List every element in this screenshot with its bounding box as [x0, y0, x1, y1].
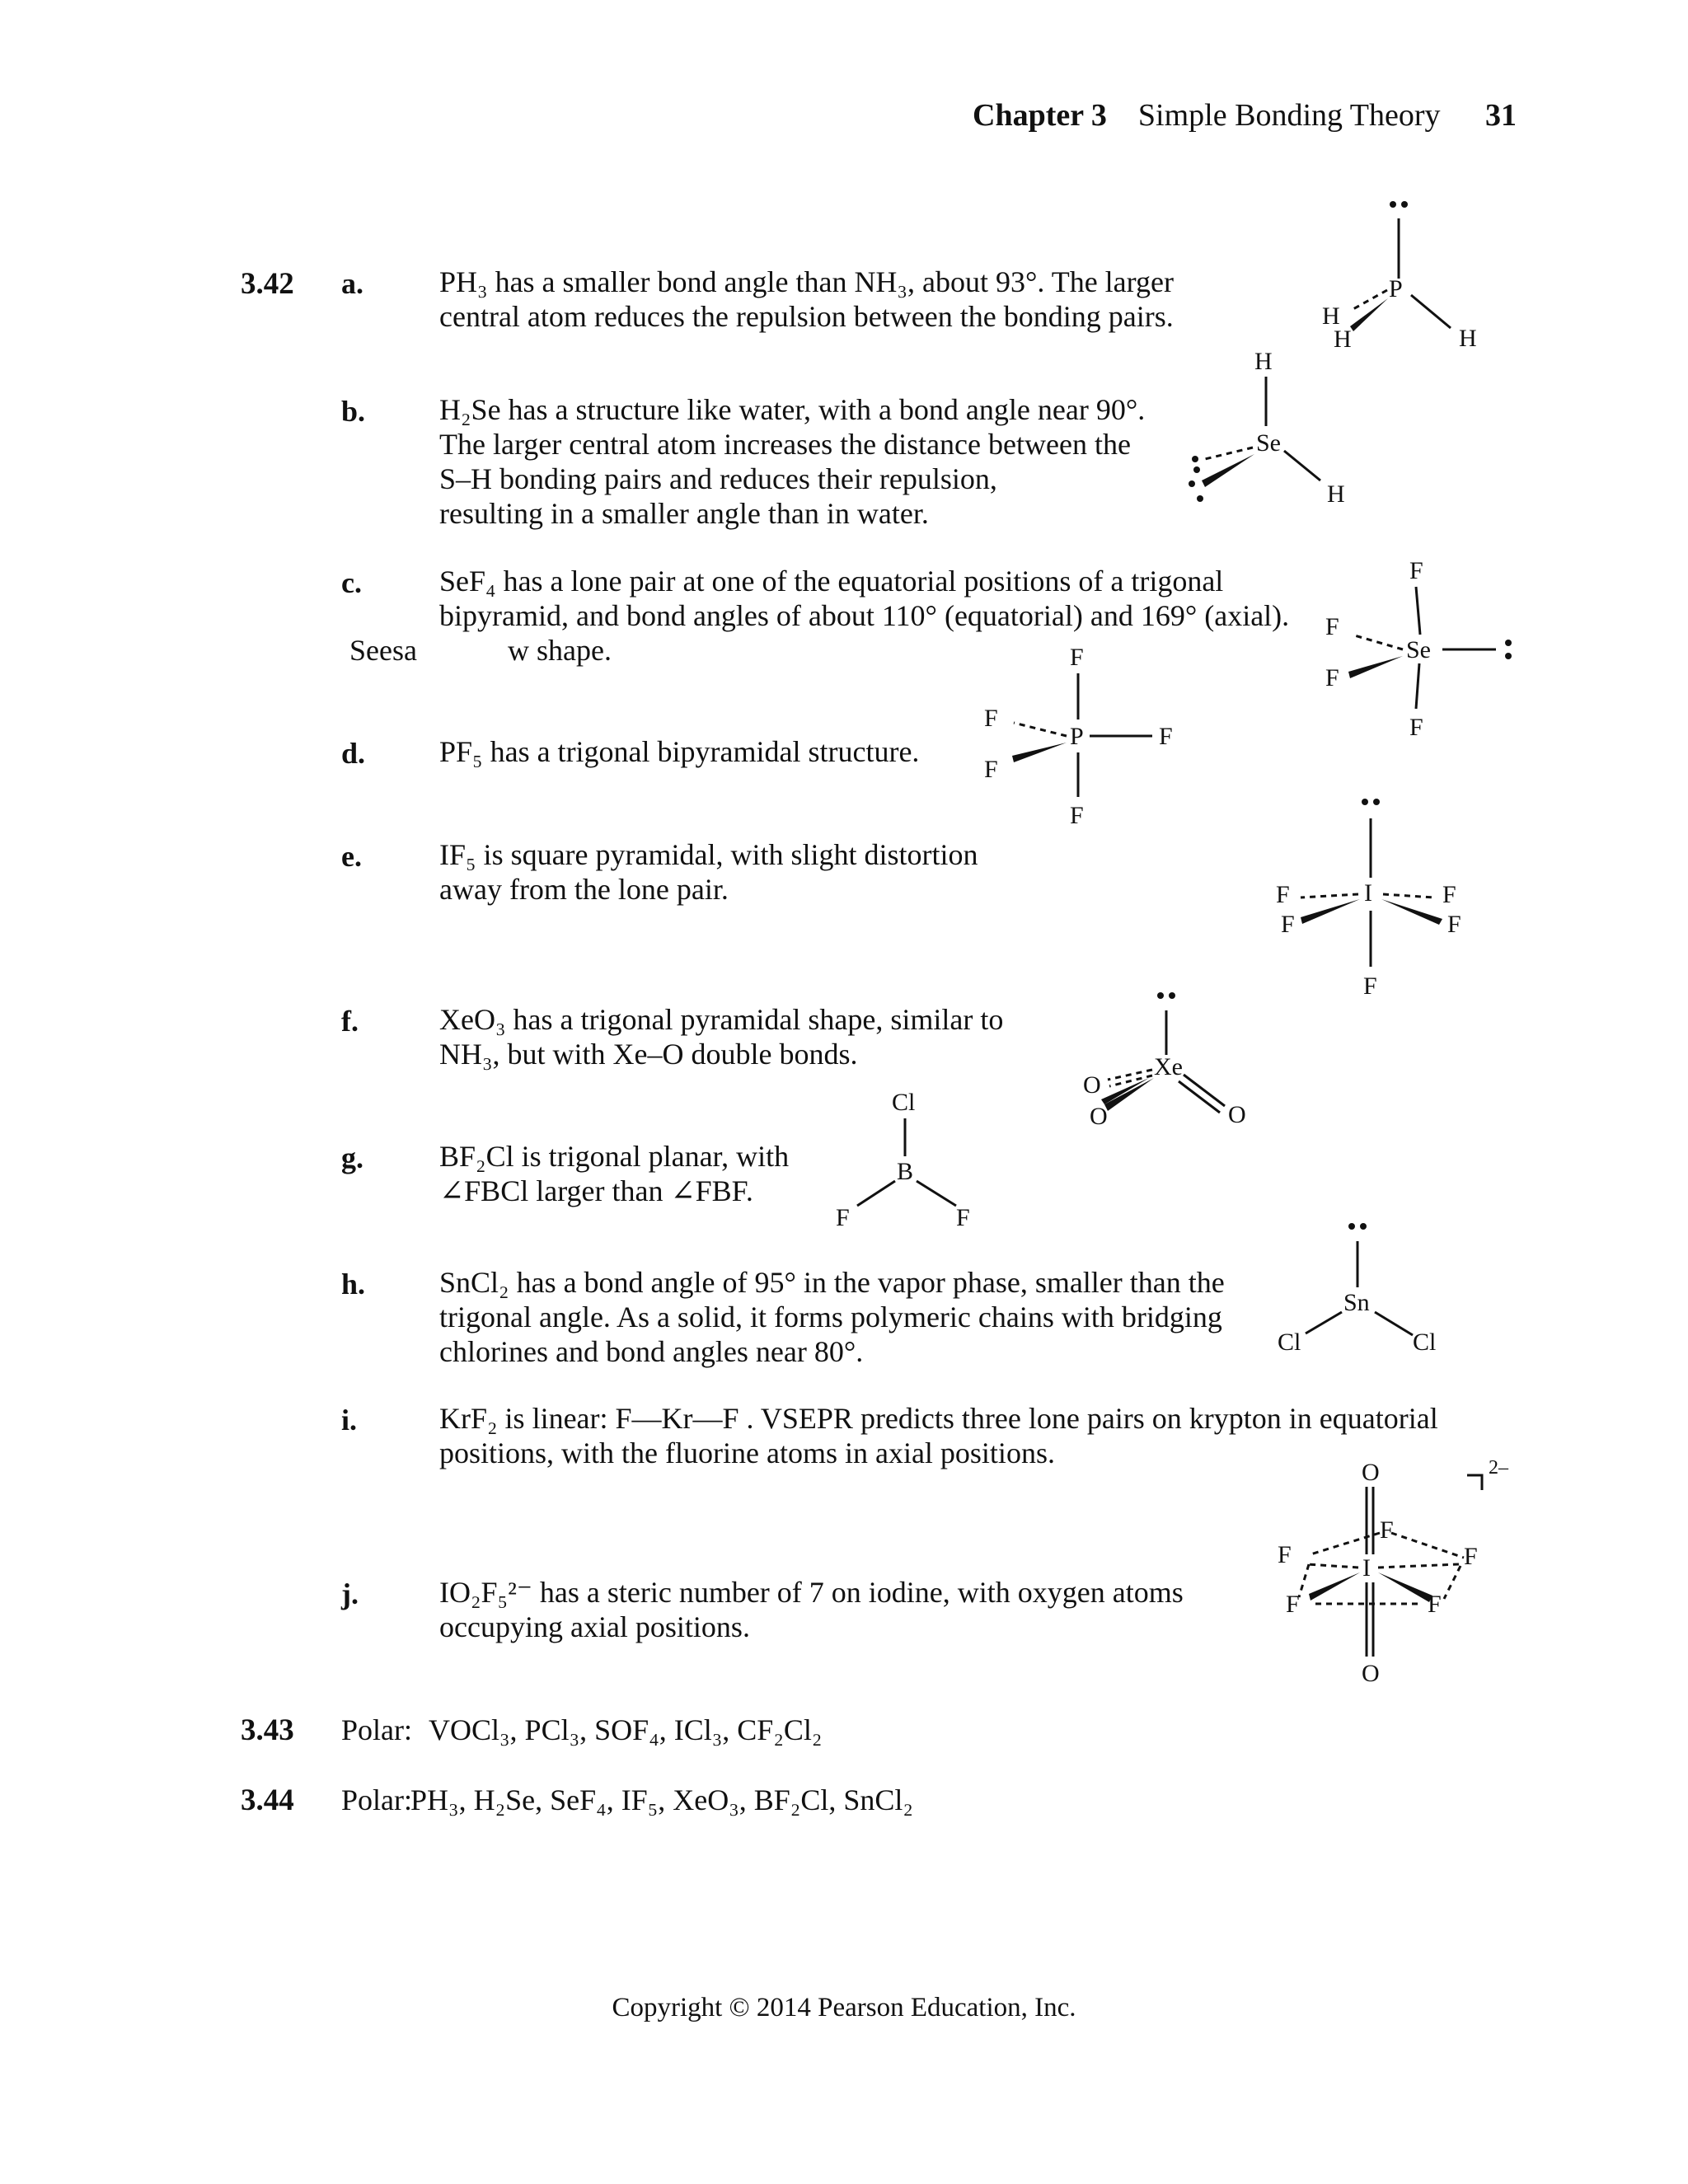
io2f5-center: I — [1362, 1554, 1371, 1582]
sef4-f1: F — [1409, 557, 1423, 584]
if5-f2: F — [1442, 881, 1456, 908]
part-letter-g: g. — [341, 1141, 363, 1174]
h2se-structure — [1170, 342, 1368, 507]
ph3-center: P — [1389, 275, 1403, 302]
problem-3-43-label: Polar: — [341, 1713, 412, 1746]
if5-f3: F — [1281, 911, 1295, 938]
copyright-footer: Copyright © 2014 Pearson Education, Inc. — [612, 1993, 1076, 2022]
pf5-f2: F — [1159, 723, 1173, 750]
if5-f4: F — [1447, 911, 1461, 938]
ph3-h3: H — [1459, 325, 1477, 352]
sncl2-cl1: Cl — [1278, 1329, 1301, 1356]
part-c-margin-note: Seesa — [349, 634, 417, 667]
part-letter-d: d. — [341, 737, 366, 770]
part-letter-c: c. — [341, 566, 362, 599]
io2f5-o2: O — [1362, 1660, 1380, 1687]
pf5-f5: F — [1070, 802, 1084, 829]
problem-number-3-44: 3.44 — [241, 1783, 294, 1817]
if5-center: I — [1364, 879, 1372, 907]
if5-f1: F — [1276, 881, 1290, 908]
io2f5-f3: F — [1464, 1543, 1478, 1570]
io2f5-f5: F — [1428, 1591, 1442, 1618]
part-e-text: IF₅ is square pyramidal, with slight distortion away from the lone pair. — [439, 838, 978, 906]
io2f5-f2: F — [1278, 1541, 1292, 1568]
sncl2-cl2: Cl — [1413, 1329, 1437, 1356]
part-letter-f: f. — [341, 1005, 359, 1038]
part-a-text: PH₃ has a smaller bond angle than NH₃, about 93°. The larger central atom reduces the repulsion between the bonding pairs. — [439, 265, 1174, 333]
xeo3-center: Xe — [1154, 1053, 1183, 1080]
pf5-structure — [973, 639, 1203, 837]
page-number: 31 — [1485, 98, 1517, 133]
h2se-h1: H — [1254, 348, 1273, 375]
chapter-label: Chapter 3 — [973, 98, 1107, 133]
part-i-text: KrF₂ is linear: F—Kr—F . VSEPR predicts three lone pairs on krypton in equatorial positions, with the fluorine atoms in axial positions. — [439, 1402, 1438, 1469]
io2f5-charge: 2– — [1489, 1457, 1508, 1479]
io2f5-structure — [1261, 1451, 1533, 1690]
sef4-f4: F — [1409, 714, 1423, 741]
pf5-f4: F — [984, 756, 998, 783]
xeo3-o2: O — [1090, 1103, 1108, 1130]
pf5-center: P — [1070, 723, 1084, 750]
xeo3-o1: O — [1083, 1071, 1101, 1099]
part-letter-j: j. — [341, 1577, 359, 1610]
sef4-f3: F — [1325, 664, 1339, 691]
part-j-text: IO₂F₅²⁻ has a steric number of 7 on iodine, with oxygen atoms occupying axial positions. — [439, 1576, 1184, 1643]
part-c-text: SeF₄ has a lone pair at one of the equatorial positions of a trigonal bipyramid, and bond angles of about 110° (equatorial) and 169° (axial). — [439, 565, 1290, 632]
part-b-text: H₂Se has a structure like water, with a bond angle near 90°. The larger central atom increases the distance between the S–H bonding pairs and reduces their repulsion, resulting in a smaller angle than in water. — [439, 393, 1146, 530]
sncl2-center: Sn — [1343, 1289, 1370, 1316]
part-h-text: SnCl₂ has a bond angle of 95° in the vapor phase, smaller than the trigonal angle. As a solid, it forms polymeric chains with bridging chlorines and bond angles near 80°. — [439, 1266, 1225, 1368]
sncl2-structure — [1261, 1212, 1459, 1368]
h2se-h2: H — [1327, 480, 1345, 508]
ph3-h2: H — [1334, 326, 1352, 353]
part-letter-a: a. — [341, 267, 363, 300]
part-f-text: XeO₃ has a trigonal pyramidal shape, similar to NH₃, but with Xe–O double bonds. — [439, 1003, 1004, 1071]
chapter-title: Simple Bonding Theory — [1137, 98, 1441, 133]
part-c-continuation: w shape. — [508, 634, 612, 667]
problem-number-3-43: 3.43 — [241, 1713, 294, 1747]
problem-3-44-label: Polar: — [341, 1783, 412, 1816]
sef4-f2: F — [1325, 613, 1339, 640]
part-g-text: BF₂Cl is trigonal planar, with ∠FBCl larger than ∠FBF. — [439, 1140, 790, 1207]
bf2cl-cl: Cl — [892, 1089, 916, 1116]
if5-f5: F — [1363, 972, 1377, 1000]
part-letter-h: h. — [341, 1268, 366, 1301]
sef4-center: Se — [1406, 636, 1431, 663]
problem-3-43-answer: VOCl₃, PCl₃, SOF₄, ICl₃, CF₂Cl₂ — [429, 1713, 823, 1746]
part-d-text: PF₅ has a trigonal bipyramidal structure. — [439, 735, 920, 768]
io2f5-f1: F — [1380, 1516, 1394, 1544]
pf5-f1: F — [1070, 644, 1084, 671]
part-letter-i: i. — [341, 1404, 358, 1436]
part-letter-e: e. — [341, 840, 362, 873]
pf5-f3: F — [984, 705, 998, 732]
io2f5-f4: F — [1286, 1591, 1300, 1618]
page-header — [973, 97, 1517, 134]
h2se-center: Se — [1256, 429, 1281, 457]
bf2cl-structure — [824, 1084, 1006, 1240]
io2f5-o1: O — [1362, 1459, 1380, 1486]
bf2cl-center: B — [897, 1158, 914, 1185]
ph3-h1: H — [1322, 302, 1340, 330]
problem-3-44-answer: PH₃, H₂Se, SeF₄, IF₅, XeO₃, BF₂Cl, SnCl₂ — [410, 1783, 913, 1816]
if5-structure — [1269, 787, 1467, 1010]
xeo3-o3: O — [1228, 1101, 1246, 1128]
part-letter-b: b. — [341, 395, 366, 428]
bf2cl-f1: F — [836, 1204, 850, 1231]
xeo3-structure — [1071, 981, 1286, 1146]
sef4-structure — [1319, 552, 1533, 750]
bf2cl-f2: F — [956, 1204, 970, 1231]
problem-number-3-42: 3.42 — [241, 267, 294, 301]
